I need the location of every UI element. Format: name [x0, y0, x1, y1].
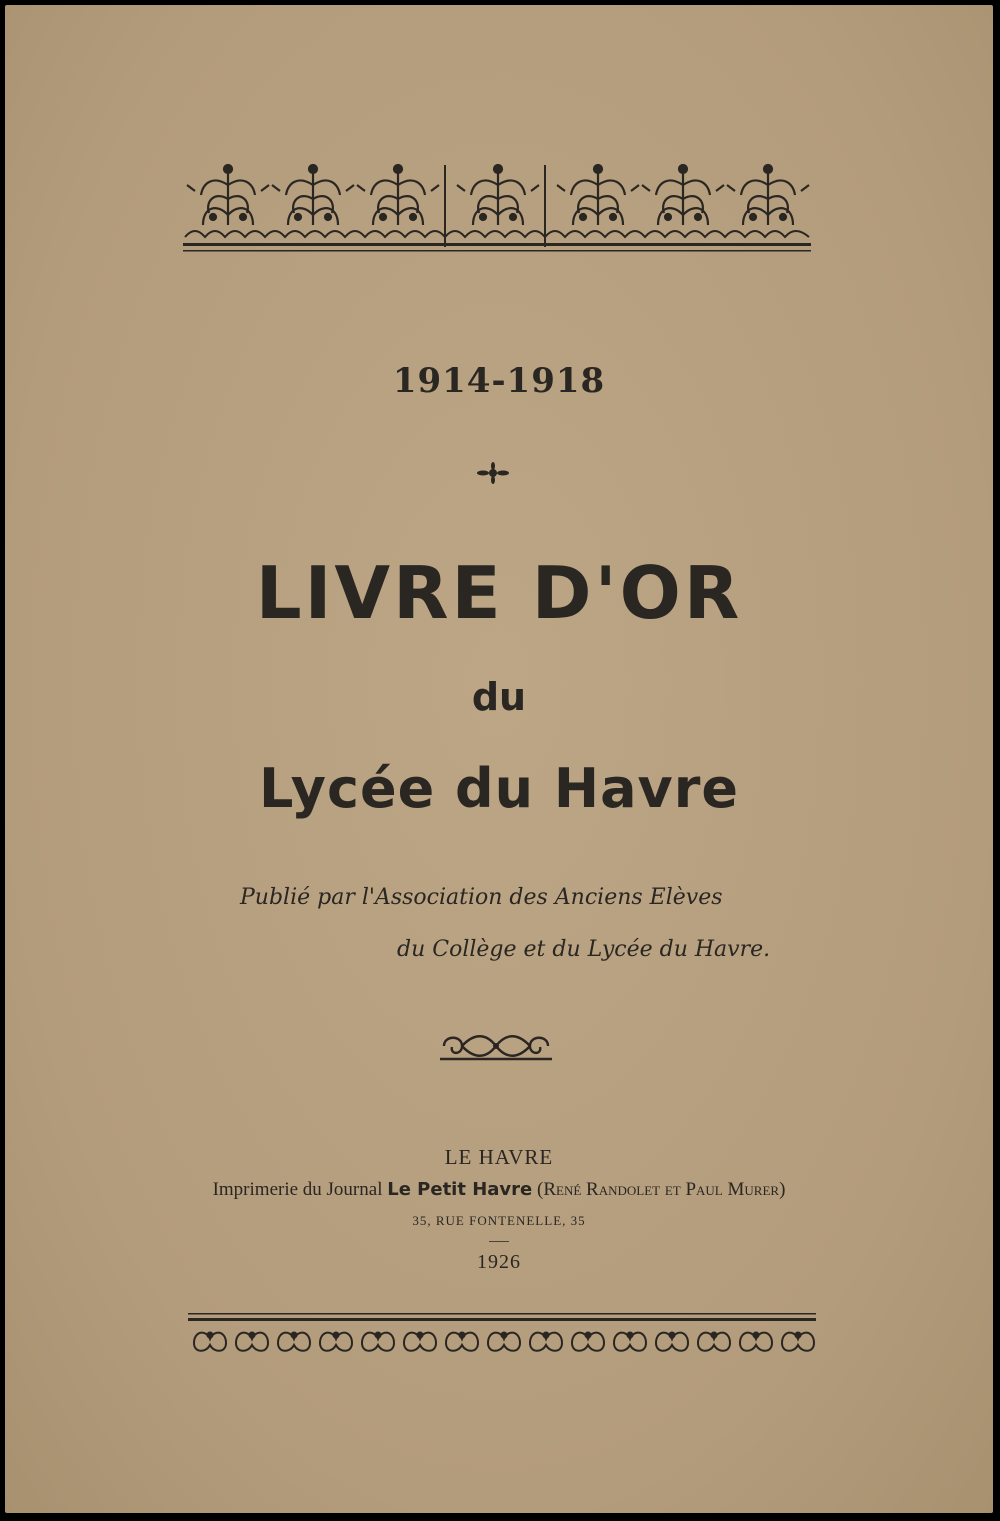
- publisher-line-1: Publié par l'Association des Anciens Elèves: [240, 885, 723, 910]
- school-name: Lycée du Havre: [259, 757, 739, 820]
- scroll-vignette: [438, 1029, 554, 1063]
- newspaper-name: Le Petit Havre: [387, 1179, 533, 1200]
- publisher-line-2: du Collège et du Lycée du Havre.: [397, 937, 771, 962]
- book-title: LIVRE D'OR: [255, 551, 743, 635]
- title-connector: du: [471, 675, 527, 719]
- floral-border-bottom: [188, 1313, 818, 1363]
- printer-address: 35, RUE FONTENELLE, 35: [412, 1213, 586, 1228]
- printer-line: [5, 1179, 993, 1201]
- book-cover: [5, 5, 993, 1513]
- city: LE HAVRE: [444, 1145, 554, 1169]
- divider: [489, 1241, 509, 1242]
- war-years: 1914-1918: [392, 361, 606, 401]
- floral-border-top: [183, 155, 813, 265]
- fleuron-icon: [473, 461, 513, 485]
- printer-prefix: Imprimerie du Journal: [212, 1179, 383, 1200]
- publication-year: 1926: [477, 1251, 521, 1273]
- printer-owners: (René Randolet et Paul Murer): [537, 1179, 786, 1200]
